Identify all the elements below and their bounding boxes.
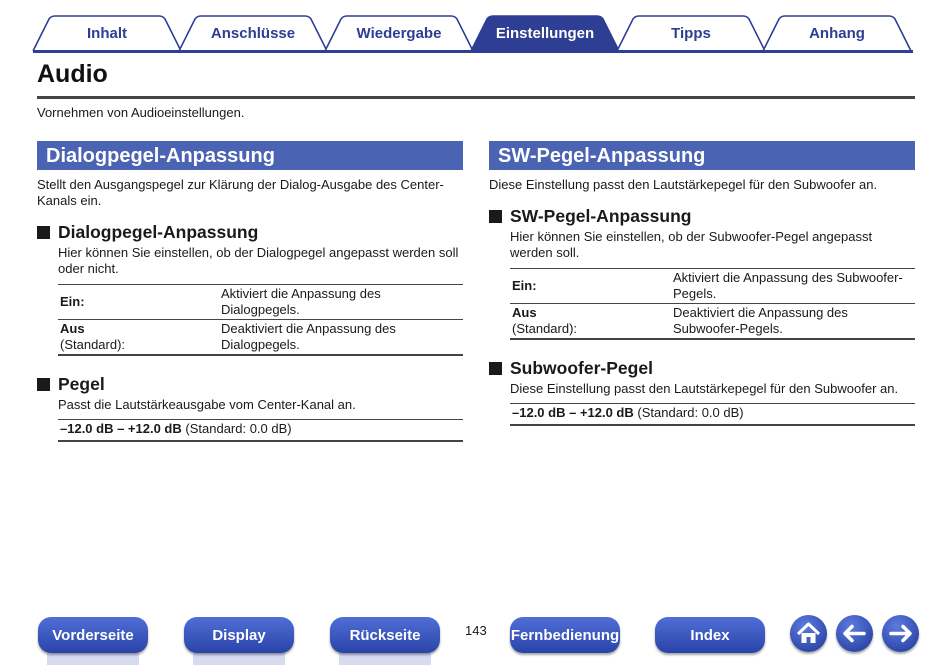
back-button[interactable] [836, 615, 873, 652]
table-row [58, 320, 463, 356]
tab-label: Anschlüsse [210, 25, 296, 42]
tab-label: Wiedergabe [356, 25, 442, 42]
top-tab-bar [33, 16, 913, 54]
section-banner: Dialogpegel-Anpassung [37, 141, 463, 170]
subsection-heading [37, 374, 463, 394]
page-intro: Vornehmen von Audioeinstellungen. [37, 105, 245, 120]
forward-button[interactable] [882, 615, 919, 652]
option-value: Deaktiviert die Anpassung des Subwoofer-Pegels. [673, 305, 848, 336]
range-value: –12.0 dB – +12.0 dB [60, 421, 182, 436]
page-title: Audio [37, 60, 108, 88]
option-key: Aus (Standard): [60, 321, 126, 352]
section-description: Stellt den Ausgangspegel zur Klärung der Dialog-Ausgabe des Center-Kanals ein. [37, 177, 444, 208]
button-shadow [193, 652, 285, 665]
tab-inhalt[interactable] [33, 16, 181, 51]
tab-anschluesse[interactable] [179, 16, 327, 51]
option-key: Aus (Standard): [512, 305, 578, 336]
option-key: Ein: [512, 278, 537, 293]
value-range [510, 403, 915, 426]
option-key: Ein: [60, 294, 85, 309]
subsection-title: SW-Pegel-Anpassung [510, 206, 692, 226]
tab-tipps[interactable] [617, 16, 765, 51]
subsection-description: Diese Einstellung passt den Lautstärkepegel für den Subwoofer an. [510, 381, 899, 396]
nav-button-fernbedienung[interactable]: Fernbedienung [510, 617, 620, 653]
nav-button-rueckseite[interactable]: Rückseite [330, 617, 440, 653]
right-column [489, 141, 915, 426]
nav-button-vorderseite[interactable]: Vorderseite [38, 617, 148, 653]
square-bullet-icon [489, 362, 502, 375]
option-value: Aktiviert die Anpassung des Dialogpegels. [221, 286, 381, 317]
tab-label: Anhang [809, 25, 865, 42]
home-icon [790, 615, 827, 652]
nav-button-index[interactable]: Index [655, 617, 765, 653]
tab-label: Inhalt [87, 25, 127, 42]
options-table [58, 284, 463, 356]
subsection-description: Passt die Lautstärkeausgabe vom Center-Kanal an. [58, 397, 356, 412]
option-value: Deaktiviert die Anpassung des Dialogpegels. [221, 321, 396, 352]
tab-baseline [33, 50, 913, 53]
range-value: –12.0 dB – +12.0 dB [512, 405, 634, 420]
tab-wiedergabe[interactable] [325, 16, 473, 51]
tab-label: Einstellungen [495, 25, 595, 42]
tab-einstellungen[interactable] [471, 16, 619, 51]
left-column [37, 141, 463, 442]
subsection-heading [37, 222, 463, 242]
table-row [510, 304, 915, 340]
square-bullet-icon [37, 378, 50, 391]
tab-anhang[interactable] [763, 16, 911, 51]
subsection-description: Hier können Sie einstellen, ob der Subwoofer-Pegel angepasst werden soll. [510, 229, 873, 260]
subsection-title: Dialogpegel-Anpassung [58, 222, 259, 242]
subsection-description: Hier können Sie einstellen, ob der Dialogpegel angepasst werden soll oder nicht. [58, 245, 459, 276]
arrow-left-icon [836, 615, 873, 652]
table-row [510, 269, 915, 304]
section-banner: SW-Pegel-Anpassung [489, 141, 915, 170]
title-divider [37, 96, 915, 99]
range-default: (Standard: 0.0 dB) [185, 421, 292, 436]
value-range [58, 419, 463, 442]
home-button[interactable] [790, 615, 827, 652]
nav-button-display[interactable]: Display [184, 617, 294, 653]
subsection-heading [489, 358, 915, 378]
option-value: Aktiviert die Anpassung des Subwoofer-Pegels. [673, 270, 903, 301]
square-bullet-icon [489, 210, 502, 223]
tab-label: Tipps [671, 25, 711, 42]
page-number: 143 [465, 623, 487, 638]
arrow-right-icon [882, 615, 919, 652]
square-bullet-icon [37, 226, 50, 239]
subsection-title: Subwoofer-Pegel [510, 358, 653, 378]
button-shadow [47, 652, 139, 665]
range-default: (Standard: 0.0 dB) [637, 405, 744, 420]
subsection-title: Pegel [58, 374, 105, 394]
table-row [58, 285, 463, 320]
options-table [510, 268, 915, 340]
subsection-heading [489, 206, 915, 226]
button-shadow [339, 652, 431, 665]
section-description: Diese Einstellung passt den Lautstärkepegel für den Subwoofer an. [489, 177, 878, 192]
